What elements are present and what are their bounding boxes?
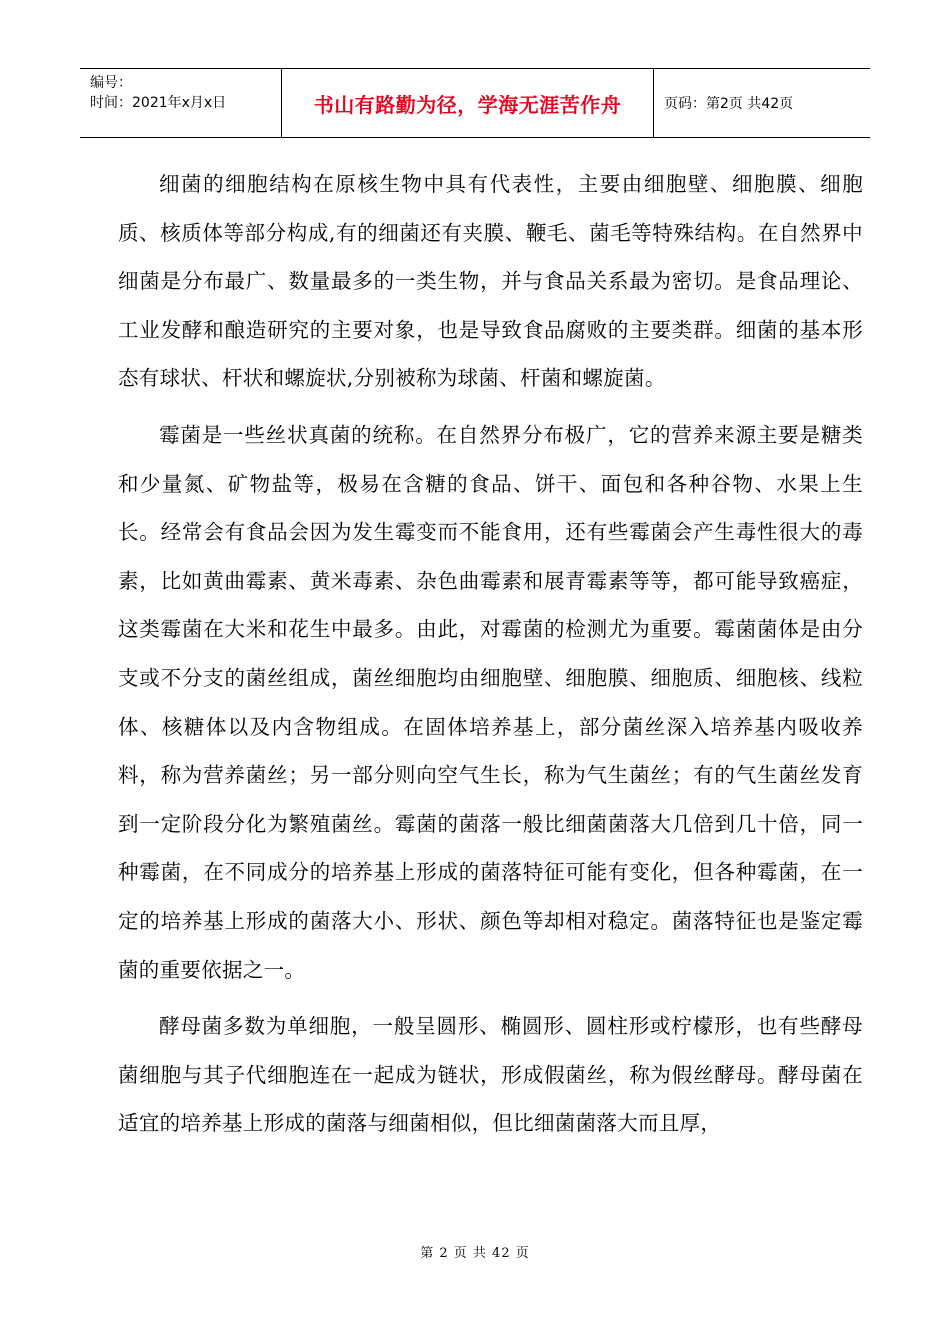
number-label: 编号： (90, 75, 132, 91)
header-meta-cell (80, 69, 282, 137)
header-page-cell (654, 69, 870, 137)
header-motto-cell (282, 69, 654, 137)
paragraph-mold: 霉菌是一些丝状真菌的统称。在自然界分布极广，它的营养来源主要是糖类和少量氮、矿物盐等，极易在含糖的食品、饼干、面包和各种谷物、水果上生长。经常会有食品会因为发生霉变而不能食用，还有些霉菌会产生毒性很大的毒素，比如黄曲霉素、黄米毒素、杂色曲霉素和展青霉素等等，都可能导致癌症，这类霉菌在大米和花生中最多。由此，对霉菌的检测尤为重要。霉菌菌体是由分支或不分支的菌丝组成，菌丝细胞均由细胞壁、细胞膜、细胞质、细胞核、线粒体、核糖体以及内含物组成。在固体培养基上，部分菌丝深入培养基内吸收养料，称为营养菌丝；另一部分则向空气生长，称为气生菌丝；有的气生菌丝发育到一定阶段分化为繁殖菌丝。霉菌的菌落一般比细菌菌落大几倍到几十倍，同一种霉菌，在不同成分的培养基上形成的菌落特征可能有变化，但各种霉菌，在一定的培养基上形成的菌落大小、形状、颜色等却相对稳定。菌落特征也是鉴定霉菌的重要依据之一。 (118, 422, 863, 982)
paragraph-bacteria: 细菌的细胞结构在原核生物中具有代表性，主要由细胞壁、细胞膜、细胞质、核质体等部分构成,有的细菌还有夹膜、鞭毛、菌毛等特殊结构。在自然界中细菌是分布最广、数量最多的一类生物，并与食品关系最为密切。是食品理论、工业发酵和酿造研究的主要对象，也是导致食品腐败的主要类群。细菌的基本形态有球状、杆状和螺旋状,分别被称为球菌、杆菌和螺旋菌。 (118, 172, 863, 391)
page-info: 页码：第2页 共42页 (664, 96, 794, 112)
document-header (80, 68, 870, 138)
footer-page-number: 第 2 页 共 42 页 (420, 1246, 530, 1261)
document-body (118, 160, 863, 1156)
paragraph-yeast: 酵母菌多数为单细胞，一般呈圆形、椭圆形、圆柱形或柠檬形，也有些酵母菌细胞与其子代细胞连在一起成为链状，形成假菌丝，称为假丝酵母。酵母菌在适宜的培养基上形成的菌落与细菌相似，但比细菌菌落大而且厚， (118, 1014, 863, 1136)
page-footer (0, 1242, 950, 1261)
motto-text: 书山有路勤为径，学海无涯苦作舟 (313, 92, 622, 117)
date-label: 时间：2021年x月x日 (90, 95, 227, 111)
